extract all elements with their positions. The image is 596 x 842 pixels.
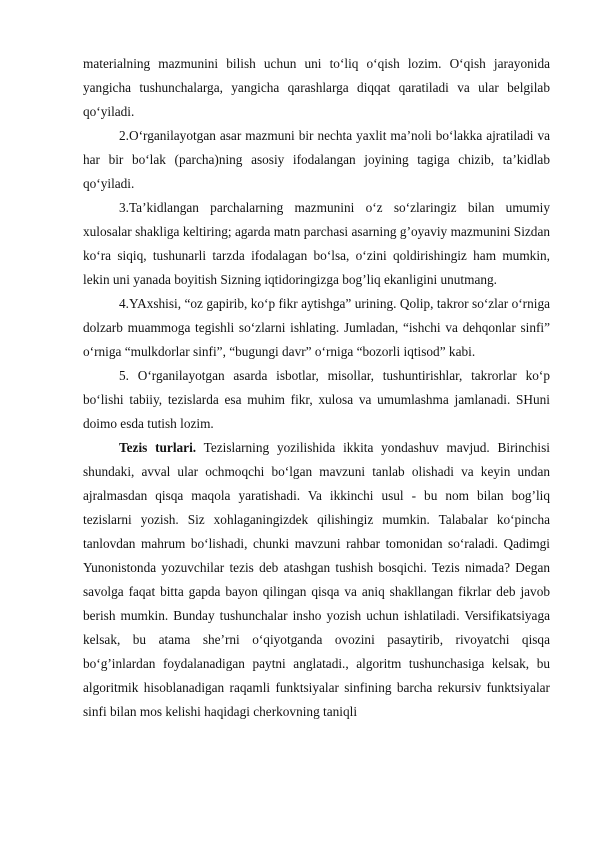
paragraph-body: Tezislarning yozilishida ikkita yondashuv mavjud. Birinchisi shundaki, avval ular ochmoqchi bo‘lgan mavzuni tanlab olishadi va keyin undan ajralmasdan qisqa maqola yaratishadi. Va ikkinchi usul - bu nom bilan bog’liq tezislarni yozish. Siz xohlaganingizdek qilishingiz mumkin. Talabalar ko‘pincha tanlovdan mahrum bo‘lishadi, chunki mavzuni rahbar tomonidan so‘raladi. Qadimgi Yunonistonda yozuvchilar tezis deb atashgan tushish bosqichi. Tezis nimada? Degan savolga faqat bitta gapda bayon qilingan qisqa va aniq shakllangan fikrlar deb javob berish mumkin. Bunday tushunchalar insho yozish uchun ishlatiladi. Versifikatsiyaga kelsak, bu atama she’rni o‘qiyotganda ovozini pasaytirib, rivoyatchi qisqa bo‘g’inlardan foydalanadigan paytni anglatadi., algoritm tushunchasiga kelsak, bu algoritmik hisoblanadigan raqamli funktsiyalar sinfining barcha rekursiv funktsiyalar sinfi bilan mos kelishi haqidagi cherkovning taniqli — [83, 440, 550, 719]
paragraph-tezis-turlari — [83, 436, 550, 724]
paragraph-item-5: 5. O‘rganilayotgan asarda isbotlar, misollar, tushuntirishlar, takrorlar ko‘p bo‘lishi tabiiy, tezislarda esa muhim fikr, xulosa va umumlashma jamlanadi. SHuni doimo esda tutish lozim. — [83, 368, 550, 431]
paragraph-item-3: 3.Ta’kidlangan parchalarning mazmunini o‘z so‘zlaringiz bilan umumiy xulosalar shakliga keltiring; agarda matn parchasi asarning g’oyaviy mazmunini Sizdan ko‘ra siqiq, tushunarli tarzda ifodalagan bo‘lsa, o‘zini qoldirishingiz ham mumkin, lekin uni yanada boyitish Sizning iqtidoringizga bog’liq ekanligini unutmang. — [83, 200, 550, 287]
paragraph-intro: materialning mazmunini bilish uchun uni to‘liq o‘qish lozim. O‘qish jarayonida yangicha tushunchalarga, yangicha qarashlarga diqqat qaratiladi va ular belgilab qo‘yiladi. — [83, 56, 550, 119]
document-page — [83, 52, 550, 724]
section-heading: Tezis turlari. — [119, 440, 197, 455]
paragraph-item-4: 4.YAxshisi, “oz gapirib, ko‘p fikr aytishga” urining. Qolip, takror so‘zlar o‘rniga dolzarb muammoga tegishli so‘zlarni ishlating. Jumladan, “ishchi va dehqonlar sinfi” o‘rniga “mulkdorlar sinfi”, “bugungi davr” o‘rniga “bozorli iqtisod” kabi. — [83, 296, 550, 359]
paragraph-item-2: 2.O‘rganilayotgan asar mazmuni bir nechta yaxlit ma’noli bo‘lakka ajratiladi va har bir bo‘lak (parcha)ning asosiy ifodalangan joyining tagiga chizib, ta’kidlab qo‘yiladi. — [83, 128, 550, 191]
